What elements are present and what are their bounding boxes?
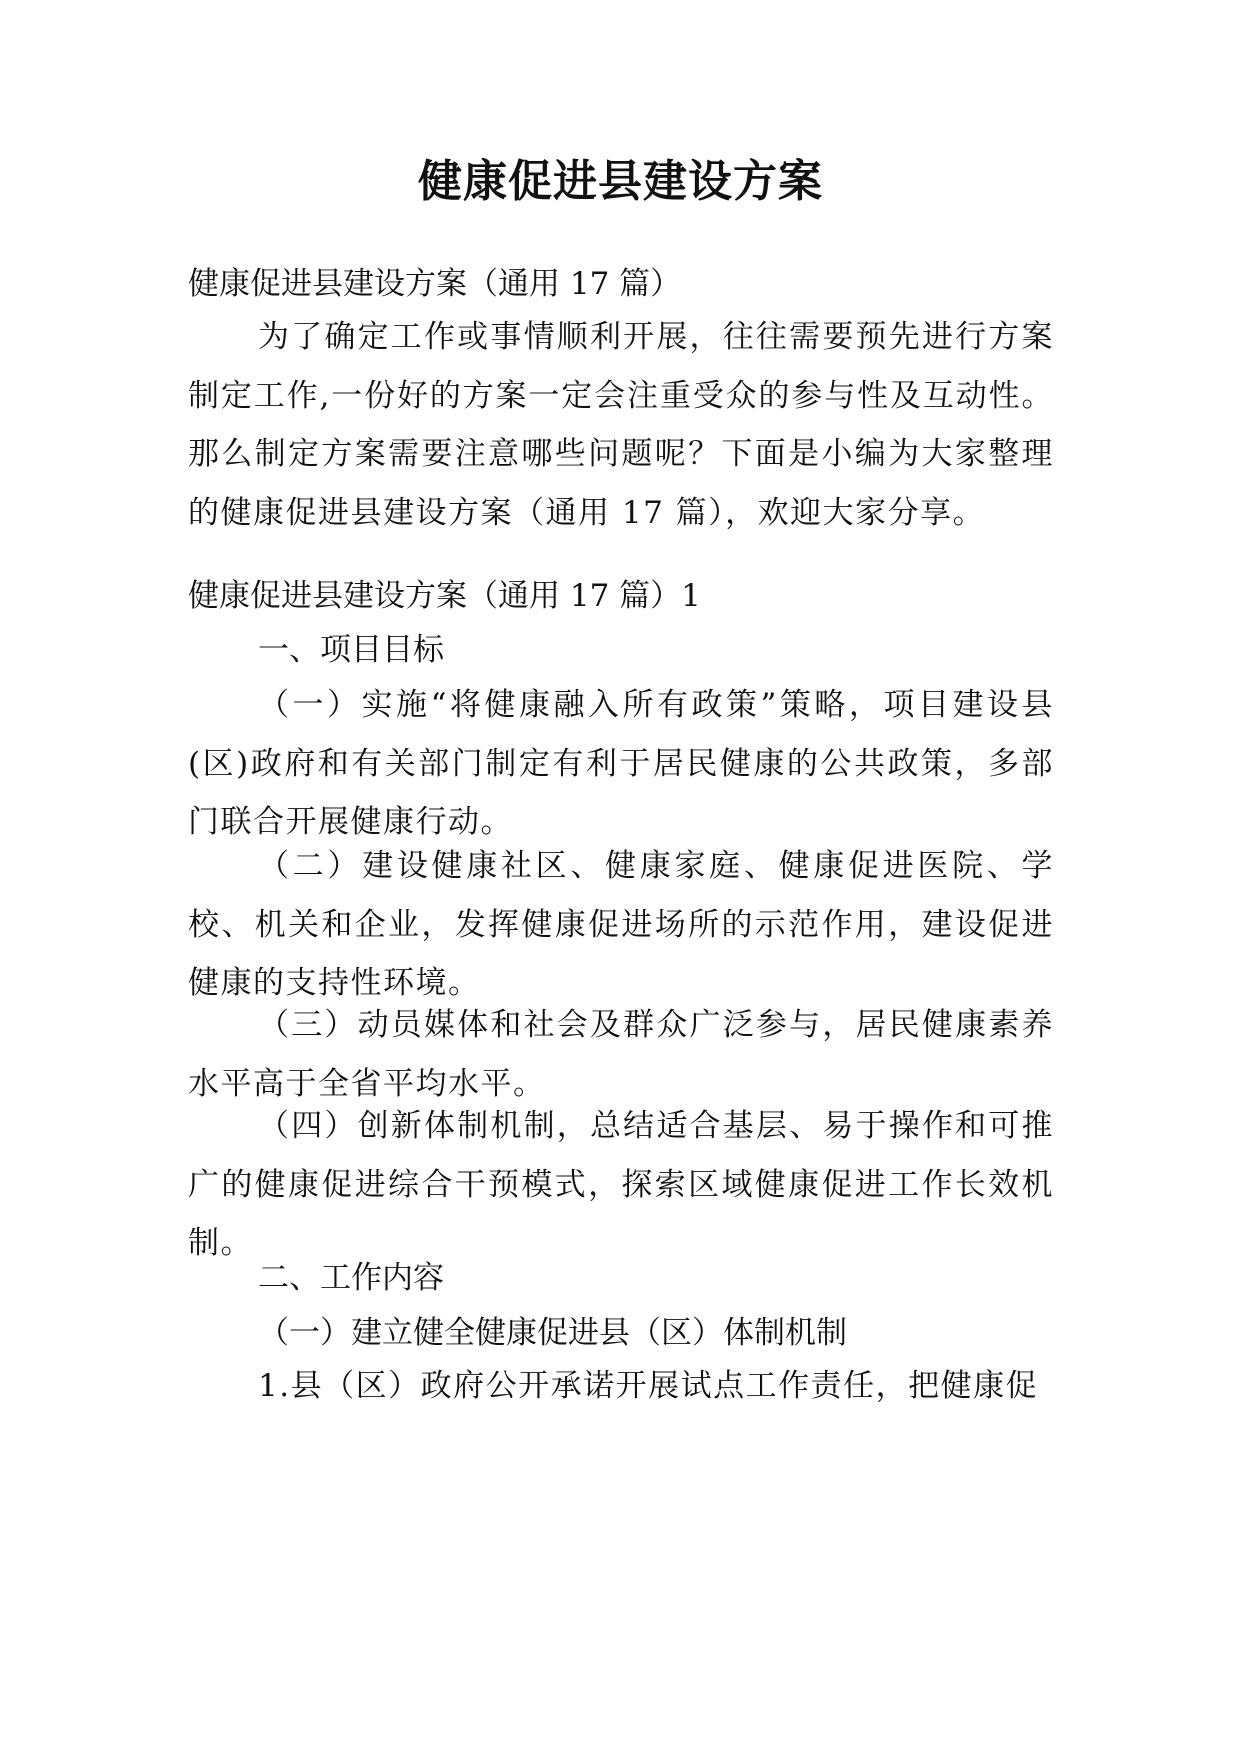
section-heading: 健康促进县建设方案（通用 17 篇）1 [188,578,701,614]
item-1: 1.县（区）政府公开承诺开展试点工作责任，把健康促 [258,1368,1039,1404]
goal-paragraph-2: （二）建设健康社区、健康家庭、健康促进医院、学校、机关和企业，发挥健康促进场所的示范作用，建设促进健康的支持性环境。 [188,848,1054,1001]
sub1-heading: （一）建立健全健康促进县（区）体制机制 [258,1315,847,1351]
document-title: 健康促进县建设方案 [418,156,823,207]
goal-paragraph-4: （四）创新体制机制，总结适合基层、易于操作和可推广的健康促进综合干预模式，探索区域健康促进工作长效机制。 [188,1108,1054,1261]
goal-paragraph-1: （一）实施“将健康融入所有政策”策略，项目建设县(区)政府和有关部门制定有利于居民健康的公共政策，多部门联合开展健康行动。 [188,687,1054,840]
intro-paragraph: 为了确定工作或事情顺利开展，往往需要预先进行方案制定工作,一份好的方案一定会注重受众的参与性及互动性。那么制定方案需要注意哪些问题呢？下面是小编为大家整理的健康促进县建设方案（通用 17 篇），欢迎大家分享。 [188,319,1054,531]
document-subtitle: 健康促进县建设方案（通用 17 篇） [188,266,682,302]
part2-heading: 二、工作内容 [258,1260,444,1296]
part1-heading: 一、项目目标 [258,632,444,668]
goal-paragraph-3: （三）动员媒体和社会及群众广泛参与，居民健康素养水平高于全省平均水平。 [188,1007,1054,1102]
